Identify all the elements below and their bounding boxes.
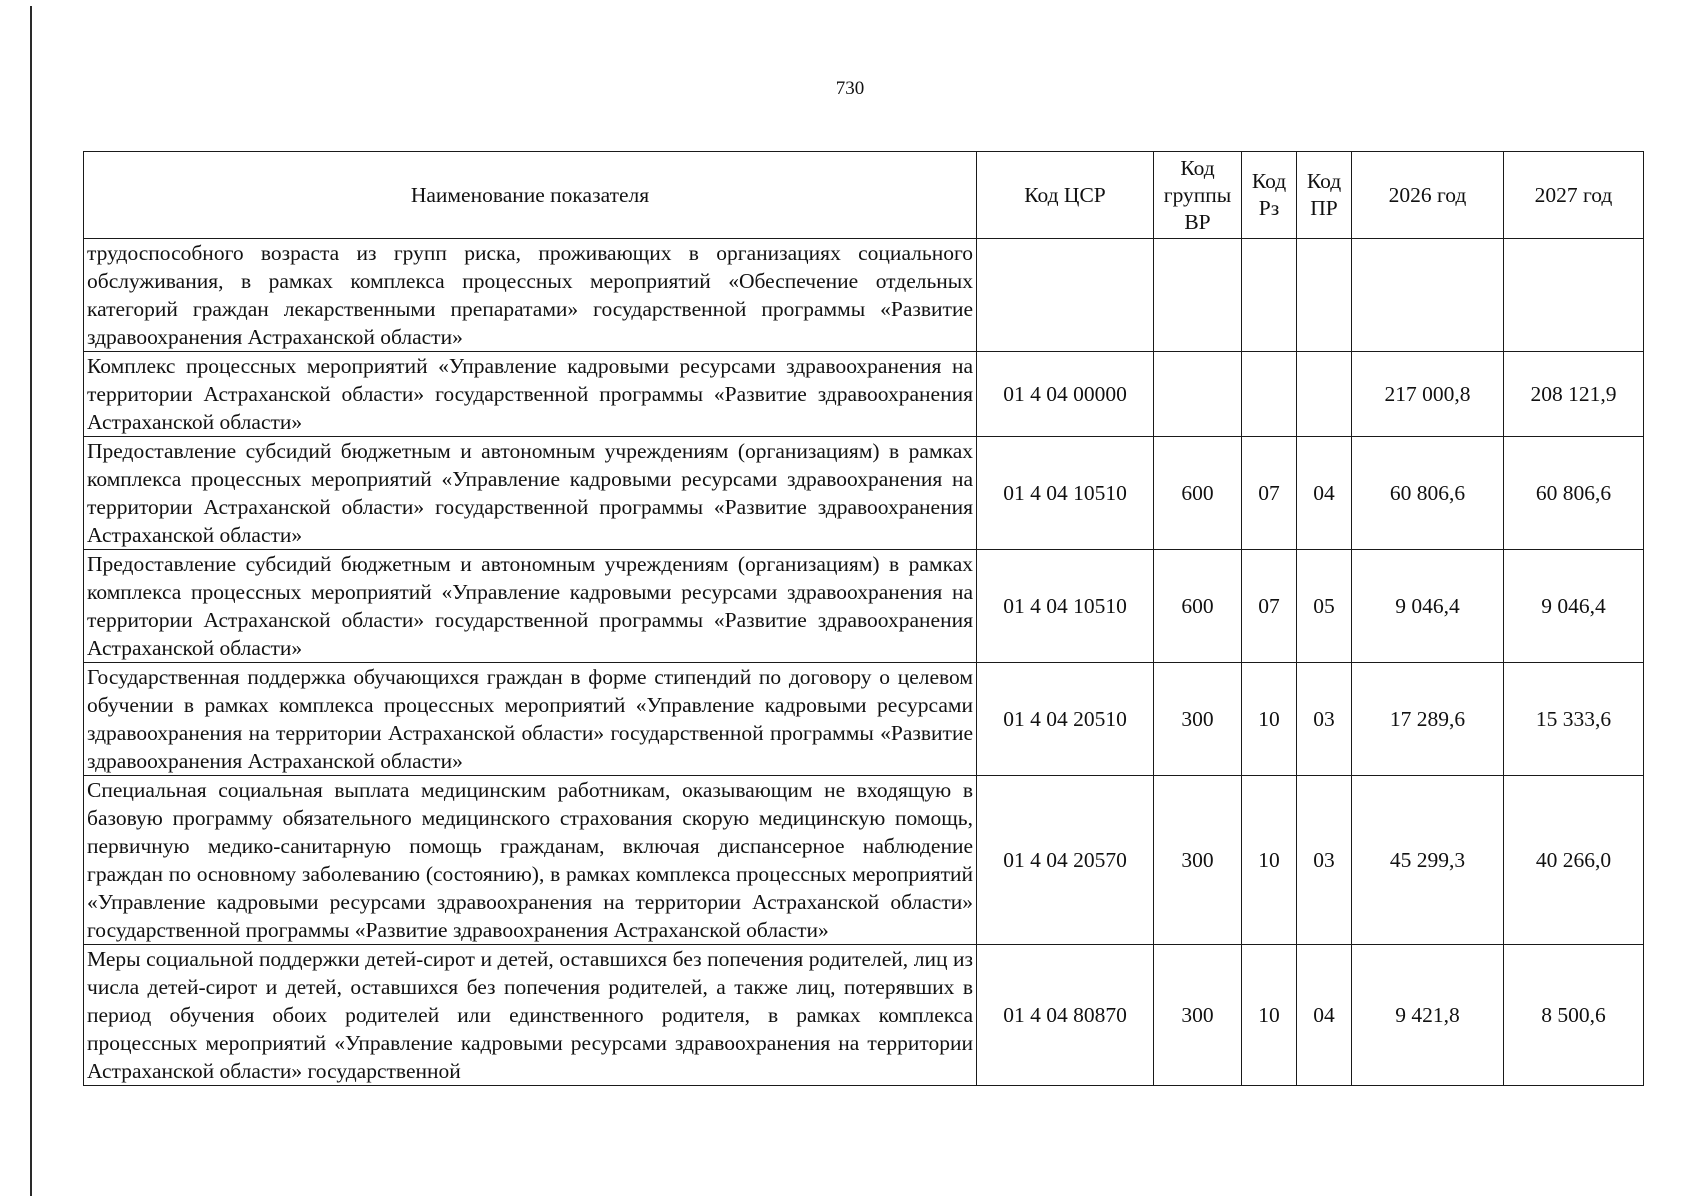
table-row [84,550,1644,663]
row-amount-2026: 217 000,8 [1352,352,1504,437]
row-indicator-name: Предоставление субсидий бюджетным и автономным учреждениям (организациям) в рамках комплекса процессных мероприятий «Управление кадровыми ресурсами здравоохранения на территории Астраханской области» государственной программы «Развитие здравоохранения Астраханской области» [84,550,977,663]
table-row [84,945,1644,1086]
table-row [84,776,1644,945]
row-indicator-name: Меры социальной поддержки детей-сирот и детей, оставшихся без попечения родителей, лиц из числа детей-сирот и детей, оставшихся без попечения родителей, а также лиц, потерявших в период обучения обоих родителей или единственного родителя, в рамках комплекса процессных мероприятий «Управление кадровыми ресурсами здравоохранения на территории Астраханской области» государственной [84,945,977,1086]
row-amount-2027: 9 046,4 [1504,550,1644,663]
row-pr-code: 03 [1297,663,1352,776]
row-rz-code: 07 [1242,437,1297,550]
row-rz-code: 10 [1242,776,1297,945]
row-vr-code: 600 [1154,550,1242,663]
row-vr-code [1154,352,1242,437]
row-csr-code [977,239,1154,352]
row-vr-code: 300 [1154,776,1242,945]
page-number: 730 [835,78,865,99]
row-pr-code: 05 [1297,550,1352,663]
row-pr-code: 04 [1297,437,1352,550]
header-vr-code: Код группы ВР [1154,152,1242,239]
row-indicator-name: трудоспособного возраста из групп риска, проживающих в организациях социального обслуживания, в рамках комплекса процессных мероприятий «Обеспечение отдельных категорий граждан лекарственными препаратами» государственной программы «Развитие здравоохранения Астраханской области» [84,239,977,352]
table-row [84,352,1644,437]
row-vr-code: 600 [1154,437,1242,550]
row-amount-2027: 208 121,9 [1504,352,1644,437]
row-pr-code [1297,352,1352,437]
row-amount-2026: 9 046,4 [1352,550,1504,663]
row-pr-code: 04 [1297,945,1352,1086]
table-row [84,239,1644,352]
row-amount-2026: 45 299,3 [1352,776,1504,945]
row-indicator-name: Предоставление субсидий бюджетным и автономным учреждениям (организациям) в рамках комплекса процессных мероприятий «Управление кадровыми ресурсами здравоохранения на территории Астраханской области» государственной программы «Развитие здравоохранения Астраханской области» [84,437,977,550]
row-csr-code: 01 4 04 10510 [977,437,1154,550]
row-rz-code [1242,352,1297,437]
budget-table [83,151,1644,1086]
row-rz-code: 07 [1242,550,1297,663]
table-row [84,437,1644,550]
row-csr-code: 01 4 04 10510 [977,550,1154,663]
header-pr-code: Код ПР [1297,152,1352,239]
row-amount-2027: 8 500,6 [1504,945,1644,1086]
header-year-2026: 2026 год [1352,152,1504,239]
header-indicator-name: Наименование показателя [84,152,977,239]
row-amount-2026: 17 289,6 [1352,663,1504,776]
row-rz-code: 10 [1242,945,1297,1086]
row-rz-code [1242,239,1297,352]
row-csr-code: 01 4 04 20510 [977,663,1154,776]
row-csr-code: 01 4 04 00000 [977,352,1154,437]
header-rz-code: Код Рз [1242,152,1297,239]
row-indicator-name: Специальная социальная выплата медицинским работникам, оказывающим не входящую в базовую программу обязательного медицинского страхования скорую медицинскую помощь, первичную медико-санитарную помощь гражданам, включая диспансерное наблюдение граждан по основному заболеванию (состоянию), в рамках комплекса процессных мероприятий «Управление кадровыми ресурсами здравоохранения на территории Астраханской области» государственной программы «Развитие здравоохранения Астраханской области» [84,776,977,945]
row-vr-code: 300 [1154,663,1242,776]
row-amount-2027: 40 266,0 [1504,776,1644,945]
row-csr-code: 01 4 04 80870 [977,945,1154,1086]
table-row [84,663,1644,776]
row-vr-code: 300 [1154,945,1242,1086]
row-csr-code: 01 4 04 20570 [977,776,1154,945]
header-year-2027: 2027 год [1504,152,1644,239]
row-amount-2026: 9 421,8 [1352,945,1504,1086]
row-pr-code: 03 [1297,776,1352,945]
page-margin-rule [30,6,32,1196]
row-indicator-name: Комплекс процессных мероприятий «Управление кадровыми ресурсами здравоохранения на территории Астраханской области» государственной программы «Развитие здравоохранения Астраханской области» [84,352,977,437]
row-amount-2027 [1504,239,1644,352]
row-rz-code: 10 [1242,663,1297,776]
row-amount-2027: 15 333,6 [1504,663,1644,776]
row-amount-2027: 60 806,6 [1504,437,1644,550]
row-vr-code [1154,239,1242,352]
table-header-row [84,152,1644,239]
header-csr-code: Код ЦСР [977,152,1154,239]
row-pr-code [1297,239,1352,352]
row-indicator-name: Государственная поддержка обучающихся граждан в форме стипендий по договору о целевом обучении в рамках комплекса процессных мероприятий «Управление кадровыми ресурсами здравоохранения на территории Астраханской области» государственной программы «Развитие здравоохранения Астраханской области» [84,663,977,776]
row-amount-2026 [1352,239,1504,352]
row-amount-2026: 60 806,6 [1352,437,1504,550]
